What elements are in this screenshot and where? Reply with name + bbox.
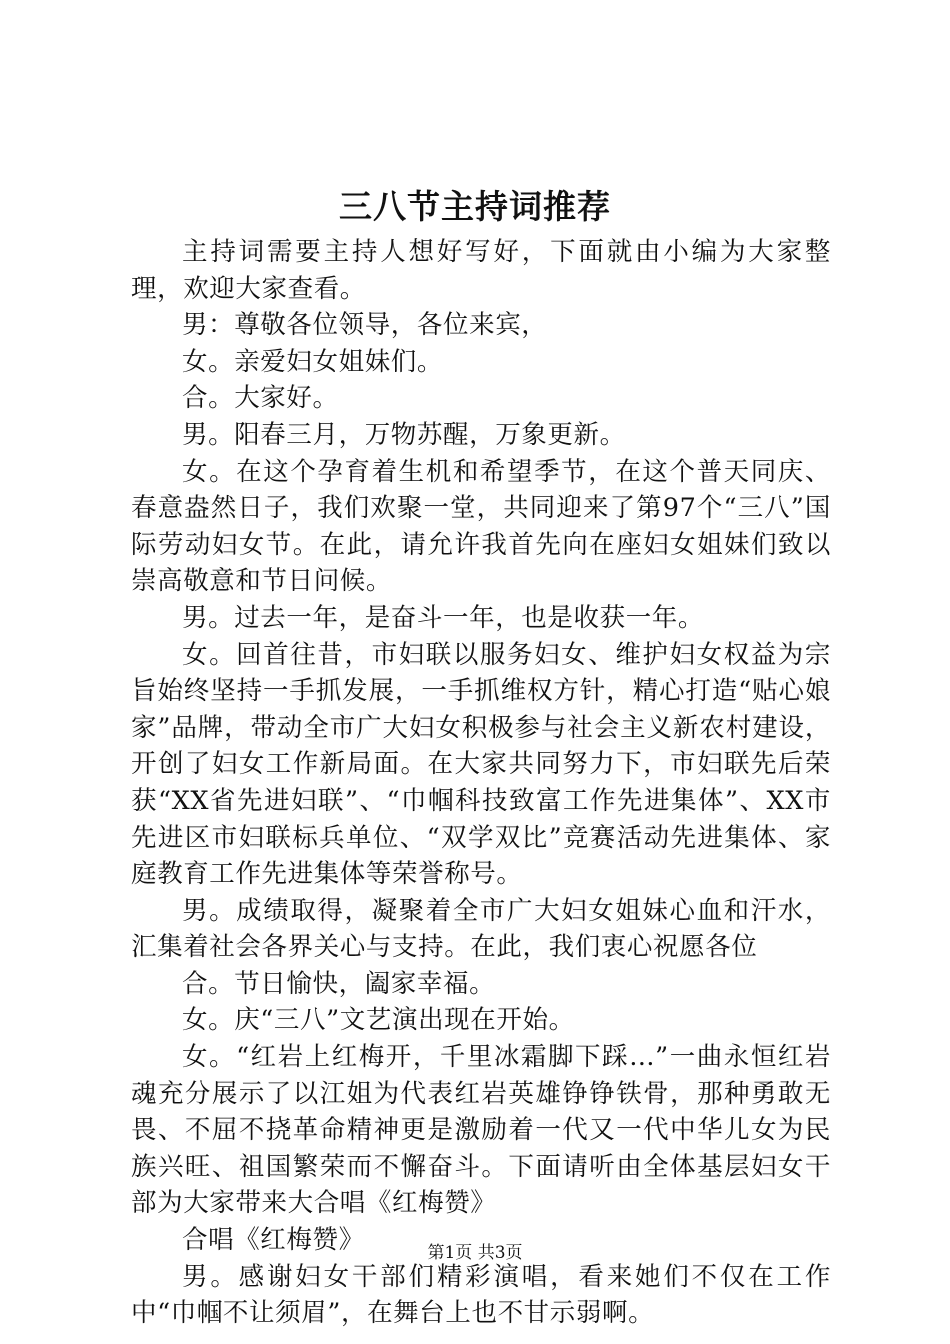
paragraph-line: 男。阳春三月，万物苏醒，万象更新。	[182, 419, 626, 450]
paragraph-line: 男：尊敬各位领导，各位来宾，	[182, 310, 548, 341]
paragraph-line: 男。过去一年，是奋斗一年，也是收获一年。	[182, 602, 705, 633]
paragraph-line: 女。庆“三八”文艺演出现在开始。	[182, 1005, 575, 1036]
paragraph-line: 合唱《红梅赞》	[182, 1225, 365, 1256]
document-body	[131, 234, 831, 1332]
paragraph-line: 女。亲爱妇女姐妹们。	[182, 346, 444, 377]
paragraph-line: 男。成绩取得，凝聚着全市广大妇女姐妹心血和汗水，汇集着社会各界关心与支持。在此，我们衷心祝愿各位	[131, 895, 831, 963]
paragraph-line: 女。在这个孕育着生机和希望季节，在这个普天同庆、春意盎然日子，我们欢聚一堂，共同迎来了第97个“三八”国际劳动妇女节。在此，请允许我首先向在座妇女姐妹们致以崇高敬意和节日问候。	[131, 456, 831, 597]
paragraph-line: 女。回首往昔，市妇联以服务妇女、维护妇女权益为宗旨始终坚持一手抓发展，一手抓维权方针，精心打造“贴心娘家”品牌，带动全市广大妇女积极参与社会主义新农村建设，开创了妇女工作新局面。在大家共同努力下，市妇联先后荣获“XX省先进妇联”、“巾帼科技致富工作先进集体”、XX市先进区市妇联标兵单位、“双学双比”竞赛活动先进集体、家庭教育工作先进集体等荣誉称号。	[131, 639, 831, 890]
page-title: 三八节主持词推荐	[339, 187, 611, 226]
paragraph-line: 男。感谢妇女干部们精彩演唱，看来她们不仅在工作中“巾帼不让须眉”，在舞台上也不甘示弱啊。	[131, 1261, 831, 1329]
page-number-footer: 第1页 共3页	[427, 1243, 523, 1263]
paragraph-line: 合。节日愉快，阖家幸福。	[182, 968, 496, 999]
paragraph-intro: 主持词需要主持人想好写好，下面就由小编为大家整理，欢迎大家查看。	[131, 237, 831, 304]
paragraph-line: 合。大家好。	[182, 383, 339, 414]
paragraph-line: 女。“红岩上红梅开，千里冰霜脚下踩…”一曲永恒红岩魂充分展示了以江姐为代表红岩英雄铮铮铁骨，那种勇敢无畏、不屈不挠革命精神更是激励着一代又一代中华儿女为民族兴旺、祖国繁荣而不懈奋斗。下面请听由全体基层妇女干部为大家带来大合唱《红梅赞》	[131, 1042, 831, 1219]
